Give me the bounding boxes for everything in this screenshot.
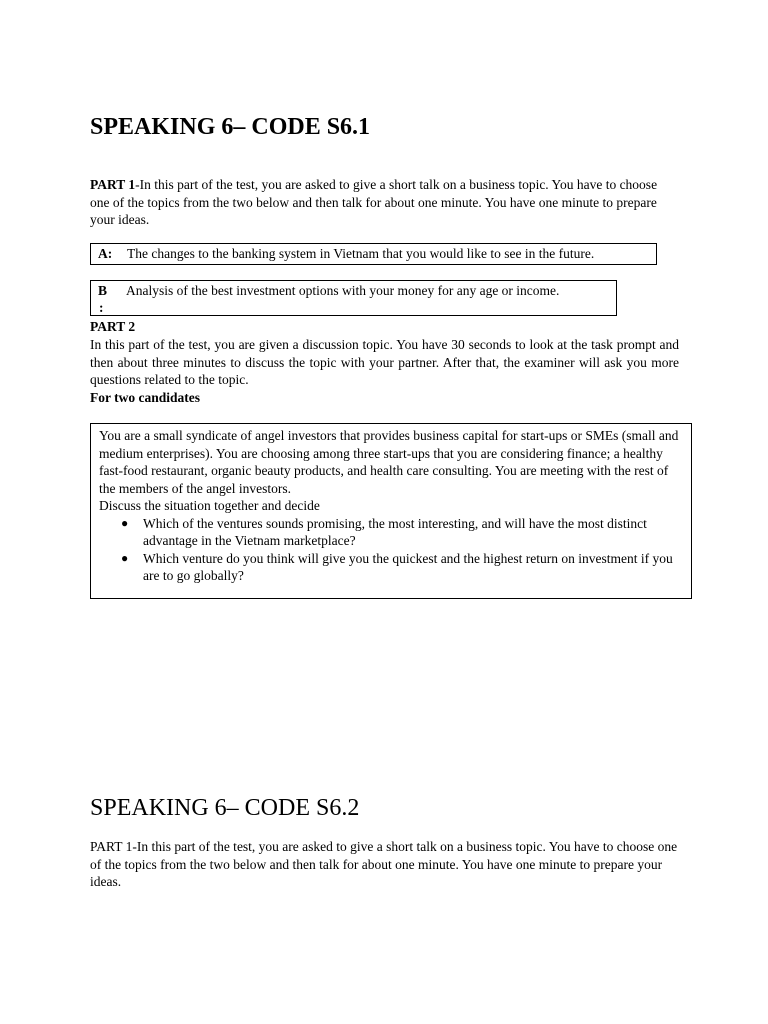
topic-b-box [90,280,617,316]
bullet-text: Which venture do you think will give you the quickest and the highest return on investment if you are to go globally? [143,550,673,583]
section1-part2-label: PART 2 [90,319,136,334]
list-item [121,550,683,585]
topic-a-text: The changes to the banking system in Vietnam that you would like to see in the future. [127,246,595,261]
task-instruction: Discuss the situation together and decide [99,498,320,513]
topic-b-letter-colon: : [99,300,104,315]
section1-part1-paragraph [90,176,678,229]
section1-title: SPEAKING 6– CODE S6.1 [90,114,371,140]
list-item [121,515,683,550]
bullet-icon: ● [121,550,129,565]
topic-b-letter: B [98,283,108,298]
section2-part1-text: PART 1-In this part of the test, you are asked to give a short talk on a business topic. You have to choose one of the topics from the two below and then talk for about one minute. You have one minute to prepare your ideas. [90,839,678,889]
section1-part1-text: -In this part of the test, you are asked to give a short talk on a business topic. You have to choose one of the topics from the two below and then talk for about one minute. You have one minute to prepare your ideas. [90,177,658,227]
bullet-text: Which of the ventures sounds promising, the most interesting, and will have the most distinct advantage in the Vietnam marketplace? [143,515,647,548]
section1-part1-label: PART 1 [90,177,136,192]
section1-part2-text: In this part of the test, you are given a discussion topic. You have 30 seconds to look at the task prompt and then about three minutes to discuss the topic with your partner. After that, the examiner will ask you more questions related to the topic. [90,337,679,387]
task-prompt-text: You are a small syndicate of angel investors that provides business capital for start-ups or SMEs (small and medium enterprises). You are choosing among three start-ups that you are considering finance; a healthy fast-food restaurant, organic beauty products, and health care consulting. You are meeting with the rest of the members of the angel investors. [99,428,679,496]
topic-a-box [90,243,657,265]
topic-b-text: Analysis of the best investment options with your money for any age or income. [126,283,560,298]
task-bullet-list [99,515,683,585]
bullet-icon: ● [121,515,129,530]
candidates-label: For two candidates [90,390,200,405]
section2-title: SPEAKING 6– CODE S6.2 [90,795,360,821]
task-prompt-box [90,423,692,599]
topic-a-letter: A: [98,246,113,261]
